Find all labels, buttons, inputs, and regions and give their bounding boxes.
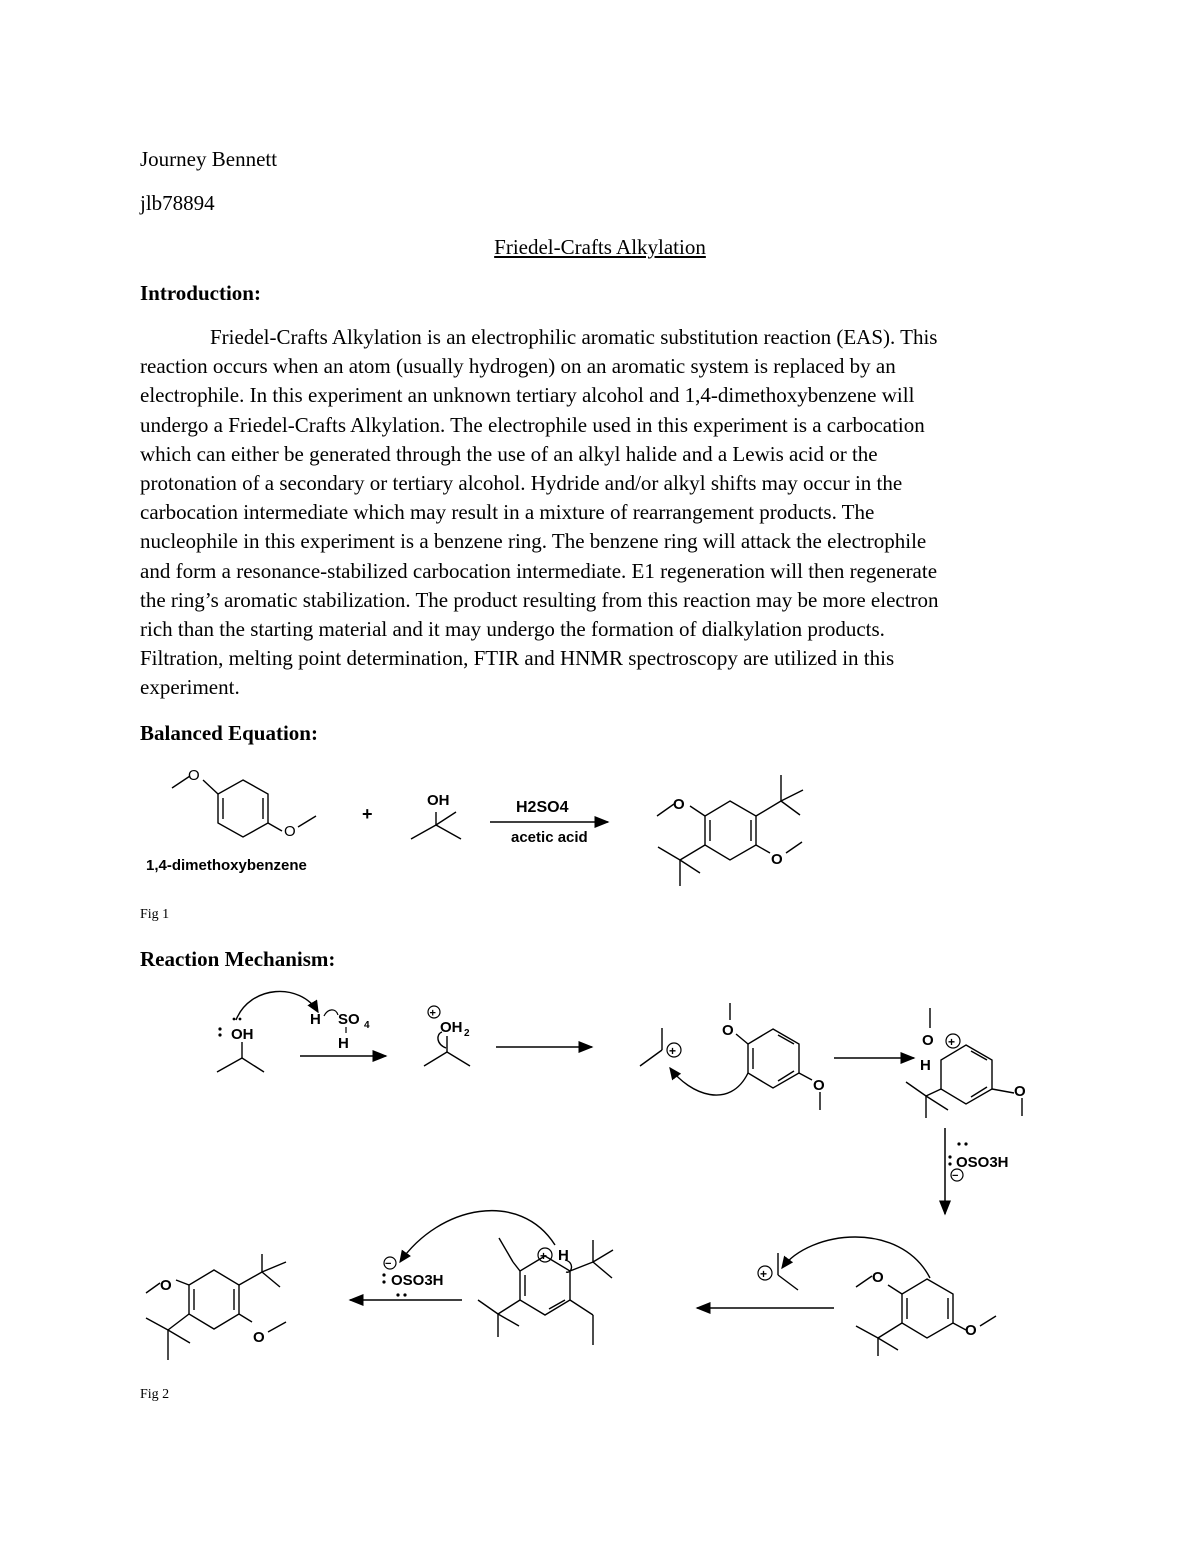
final-o-left: O (160, 1277, 172, 1294)
paragraph-line: experiment. (140, 675, 240, 700)
product-o-left: O (673, 796, 685, 813)
paragraph-line: protonation of a secondary or tertiary alcohol. Hydride and/or alkyl shifts may occur in the (140, 471, 903, 496)
base-minus-2: − (385, 1258, 392, 1270)
acid-sub-4: 4 (364, 1020, 370, 1031)
paragraph-line: and form a resonance-stabilized carbocation intermediate. E1 regeneration will then regenerate (140, 558, 938, 583)
reagent-acetic-acid: acetic acid (511, 829, 588, 846)
paragraph-line: Friedel-Crafts Alkylation is an electrophilic aromatic substitution reaction (EAS). This (210, 325, 938, 349)
sigma2-plus: + (540, 1249, 548, 1263)
carbocation-plus-2: + (760, 1267, 768, 1281)
paragraph-line: rich than the starting material and it may undergo the formation of dialkylation products. (140, 617, 885, 642)
student-id: jlb78894 (140, 191, 215, 215)
sigma-o-label: O (922, 1032, 934, 1049)
dimethoxy-o-bottom: O (284, 823, 296, 840)
document-title: Friedel-Crafts Alkylation (494, 235, 706, 259)
oxonium-label: OH (440, 1019, 463, 1036)
dialkylated-product-structure (657, 775, 803, 886)
figure-1-caption: Fig 1 (140, 907, 170, 922)
mech-o-top: O (722, 1022, 734, 1039)
sigma-o-bottom: O (1014, 1083, 1026, 1100)
mono-o-right: O (965, 1322, 977, 1339)
figure-2-caption: Fig 2 (140, 1387, 170, 1402)
oxonium-sub-2: 2 (464, 1028, 470, 1039)
paragraph-line: the ring’s aromatic stabilization. The product resulting from this reaction may be more electron (140, 587, 939, 612)
base-oso3h-2: OSO3H (391, 1272, 444, 1289)
tert-butanol-structure (411, 812, 461, 839)
paragraph-line: Filtration, melting point determination, FTIR and HNMR spectroscopy are utilized in this (140, 646, 895, 671)
paragraph-line: nucleophile in this experiment is a benzene ring. The benzene ring will attack the electrophile (140, 529, 927, 554)
oxonium-plus: + (429, 1007, 436, 1020)
author-name: Journey Bennett (140, 147, 278, 171)
base-oso3h-1: OSO3H (956, 1154, 1009, 1171)
introduction-heading: Introduction: (140, 281, 261, 305)
dimethoxybenzene-label: 1,4-dimethoxybenzene (146, 857, 307, 874)
paragraph-line: which can either be generated through the use of an alkyl halide and a Lewis acid or the (140, 441, 878, 466)
sigma-plus: + (948, 1035, 956, 1049)
base-minus-1: − (952, 1170, 959, 1182)
acid-h-label: H (310, 1011, 321, 1028)
dimethoxy-o-top: O (188, 767, 200, 784)
mech-oh-label: OH (231, 1026, 254, 1043)
final-o-right: O (253, 1329, 265, 1346)
reagent-h2so4: H2SO4 (516, 799, 569, 816)
acid-so-label: SO (338, 1011, 360, 1028)
acid-h2-label: H (338, 1035, 349, 1052)
paragraph-line: electrophile. In this experiment an unknown tertiary alcohol and 1,4-dimethoxybenzene will (140, 383, 915, 408)
sigma-h-label: H (920, 1057, 931, 1074)
paragraph-line: carbocation intermediate which may result in a mixture of rearrangement products. The (140, 500, 875, 525)
mono-o-left: O (872, 1269, 884, 1286)
paragraph-line: reaction occurs when an atom (usually hydrogen) on an aromatic system is replaced by an (140, 354, 896, 379)
carbocation-plus: + (669, 1044, 677, 1058)
reaction-mechanism-heading: Reaction Mechanism: (140, 947, 336, 971)
alcohol-oh-label: OH (427, 792, 450, 809)
mech-o-bottom: O (813, 1077, 825, 1094)
sigma2-h-label: H (558, 1247, 569, 1264)
balanced-equation-heading: Balanced Equation: (140, 721, 318, 745)
plus-sign: + (362, 804, 373, 824)
product-o-right: O (771, 851, 783, 868)
paragraph-line: undergo a Friedel-Crafts Alkylation. The electrophile used in this experiment is a carbocation (140, 412, 925, 437)
